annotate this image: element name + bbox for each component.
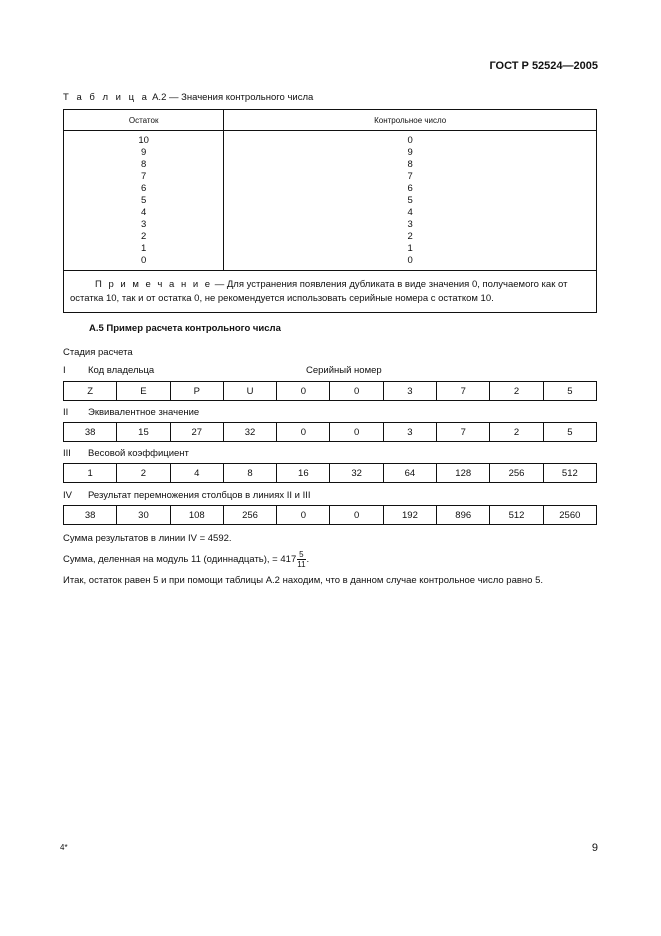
table-cell: 2 (141, 231, 147, 242)
line-3-heading (63, 448, 189, 459)
table-cell: 8 (141, 159, 147, 170)
line-number: III (63, 448, 71, 459)
table-cell: 4 (170, 464, 223, 483)
table-cell: 64 (383, 464, 436, 483)
table-cell: 7 (141, 171, 147, 182)
table-cell: 0 (141, 255, 147, 266)
table-cell: 128 (437, 464, 490, 483)
table-cell: 0 (277, 506, 330, 525)
line-1-heading (63, 365, 597, 376)
note-label: П р и м е ч а н и е (95, 279, 213, 290)
table-cell: 16 (277, 464, 330, 483)
table-cell: P (170, 382, 223, 401)
table-cell: 4 (141, 207, 147, 218)
table-cell: 2 (407, 231, 413, 242)
table-caption-label: Т а б л и ц а (63, 92, 150, 103)
table-cell: 32 (330, 464, 383, 483)
table-cell: 0 (277, 382, 330, 401)
table-cell: 2560 (543, 506, 596, 525)
table-cell: 192 (383, 506, 436, 525)
table-cell: 8 (223, 464, 276, 483)
table-cell: 2 (117, 464, 170, 483)
table-cell: 0 (277, 423, 330, 442)
table-cell: 0 (407, 255, 413, 266)
line-4-table (63, 505, 597, 525)
table-cell: 2 (490, 423, 543, 442)
table-cell: 6 (141, 183, 147, 194)
table-caption-text: А.2 — Значения контрольного числа (152, 92, 314, 103)
note-text: — Для устранения появления дубликата в виде значения 0, получаемого как от остатка 10, так и от остатка 0, не рекомендуется использовать серийные номера с остатком 10. (70, 279, 568, 304)
table-cell: 1 (407, 243, 413, 254)
remainder-column (64, 131, 224, 271)
line-label: Эквивалентное значение (88, 407, 200, 418)
table-cell: 4 (407, 207, 413, 218)
table-cell: 9 (407, 147, 413, 158)
table-cell: U (223, 382, 276, 401)
table-cell: 896 (437, 506, 490, 525)
table-cell: 30 (117, 506, 170, 525)
table-cell: 3 (141, 219, 147, 230)
division-text-before: Сумма, деленная на модуль 11 (одиннадцать), = 417 (63, 554, 297, 566)
table-cell: Z (64, 382, 117, 401)
table-cell: 5 (543, 382, 596, 401)
line-number: IV (63, 490, 72, 501)
table-note (64, 271, 597, 313)
line-label: Код владельца (88, 365, 155, 376)
table-cell: 10 (138, 135, 149, 146)
line-1-table (63, 381, 597, 401)
fraction (297, 550, 305, 569)
table-cell: 5 (543, 423, 596, 442)
table-cell: 7 (407, 171, 413, 182)
footer-mark: 4* (60, 843, 68, 852)
table-cell: 38 (64, 423, 117, 442)
table-caption (63, 92, 313, 103)
table-cell: 256 (223, 506, 276, 525)
table-cell: 0 (330, 506, 383, 525)
sum-text: Сумма результатов в линии IV = 4592. (63, 533, 232, 544)
table-cell: 9 (141, 147, 147, 158)
document-code: ГОСТ Р 52524—2005 (489, 60, 598, 72)
table-cell: E (117, 382, 170, 401)
table-cell: 1 (64, 464, 117, 483)
table-cell: 5 (407, 195, 413, 206)
table-cell: 32 (223, 423, 276, 442)
table-cell: 5 (141, 195, 147, 206)
table-cell: 512 (490, 506, 543, 525)
table-cell: 256 (490, 464, 543, 483)
table-cell: 0 (330, 423, 383, 442)
fraction-numerator: 5 (299, 550, 304, 559)
table-cell: 38 (64, 506, 117, 525)
table-cell: 3 (407, 219, 413, 230)
line-label: Весовой коэффициент (88, 448, 189, 459)
table-cell: 0 (330, 382, 383, 401)
division-text (63, 550, 309, 569)
table-cell: 108 (170, 506, 223, 525)
fraction-denominator: 11 (297, 560, 306, 569)
check-digit-table (63, 109, 597, 313)
conclusion-text: Итак, остаток равен 5 и при помощи таблицы А.2 находим, что в данном случае контрольное число равно 5. (63, 575, 544, 586)
line-label-serial: Серийный номер (306, 365, 382, 376)
line-2-table (63, 422, 597, 442)
stage-label: Стадия расчета (63, 347, 133, 358)
page-number: 9 (591, 842, 598, 854)
table-cell: 512 (543, 464, 596, 483)
table-cell: 0 (407, 135, 413, 146)
line-label: Результат перемножения столбцов в линиях II и III (88, 490, 311, 501)
line-3-table (63, 463, 597, 483)
table-cell: 8 (407, 159, 413, 170)
table-cell: 27 (170, 423, 223, 442)
line-number: I (63, 365, 66, 376)
division-text-after: . (306, 554, 310, 566)
col-header-remainder: Остаток (64, 110, 224, 131)
line-2-heading (63, 407, 199, 418)
col-header-check-digit: Контрольное число (224, 110, 597, 131)
table-cell: 6 (407, 183, 413, 194)
table-cell: 7 (437, 382, 490, 401)
line-4-heading (63, 490, 311, 501)
table-cell: 3 (383, 382, 436, 401)
check-digit-column (224, 131, 597, 271)
table-cell: 2 (490, 382, 543, 401)
table-cell: 1 (141, 243, 147, 254)
table-cell: 7 (437, 423, 490, 442)
table-cell: 3 (383, 423, 436, 442)
line-number: II (63, 407, 69, 418)
section-title: А.5 Пример расчета контрольного числа (89, 323, 281, 334)
table-cell: 15 (117, 423, 170, 442)
